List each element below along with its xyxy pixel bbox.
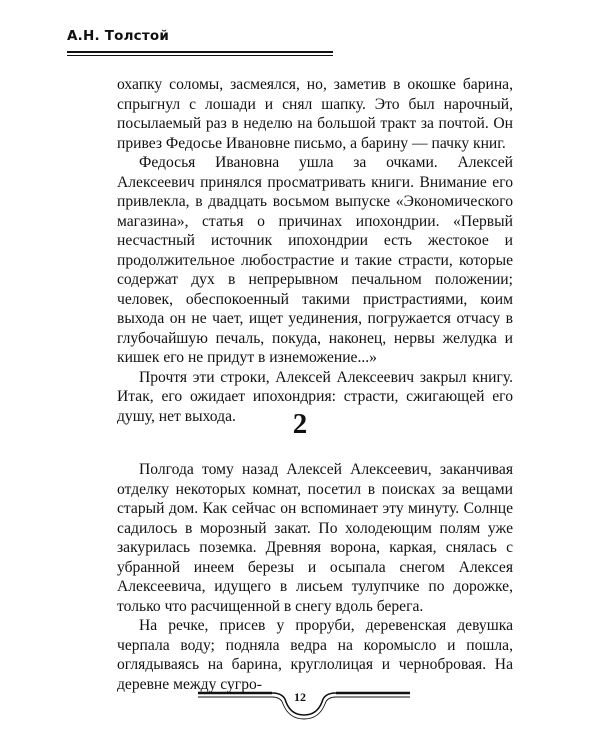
paragraph: Федосья Ивановна ушла за очками. Алексей Алексеевич принялся просматривать книги. Внимание его привлекла, в двадцать восьмом выпуске «Экономического магазина», статья о причинах ипохондрии. «Первый несчастный источник ипохондрии есть жестокое и продолжительное любострастие и такие страсти, которые содержат дух в непрерывном печальном положении; человек, обеспокоенный такими пристрастиями, коим выхода он не чает, ищет уединения, погружается отчасу в глубочайшую печаль, покуда, наконец, нервы желудка и кишек его не придут в изнеможение...» xyxy=(117,154,513,366)
text-block-2 xyxy=(117,460,513,694)
paragraph: Полгода тому назад Алексей Алексеевич, заканчивая отделку некоторых комнат, посетил в поисках за вещами старый дом. Как сейчас он вспоминает эту минуту. Солнце садилось в морозный закат. По холодеющим полям уже закурилась поземка. Древняя ворона, каркая, снялась с убранной инеем березы и осыпала снегом Алексея Алексеевича, идущего в лисьем тулупчике по дорожке, только что расчищенной в снегу вдоль берега. xyxy=(117,461,513,615)
text-block-1 xyxy=(117,75,513,426)
header-rule-thick xyxy=(67,51,333,53)
paragraph: На речке, присев у проруби, деревенская девушка черпала воду; подняла ведра на коромысло и пошла, оглядываясь на барина, круглолицая и чернобровая. На деревне между сугро- xyxy=(117,617,513,693)
running-head: А.Н. Толстой xyxy=(67,28,170,44)
header-rule-thin xyxy=(67,55,333,56)
page-number: 12 xyxy=(294,690,306,704)
paragraph: Прочтя эти строки, Алексей Алексеевич закрыл книгу. Итак, его ожидает ипохондрия: страсти, сжигающей его душу, нет выхода. xyxy=(117,368,513,425)
paragraph: охапку соломы, засмеялся, но, заметив в окошке барина, спрыгнул с лошади и снял шапку. Это был нарочный, посылаемый раз в неделю на большой тракт за почтой. Он привез Федосье Ивановне письмо, а барину — пачку книг. xyxy=(117,76,513,152)
chapter-number: 2 xyxy=(292,408,308,440)
